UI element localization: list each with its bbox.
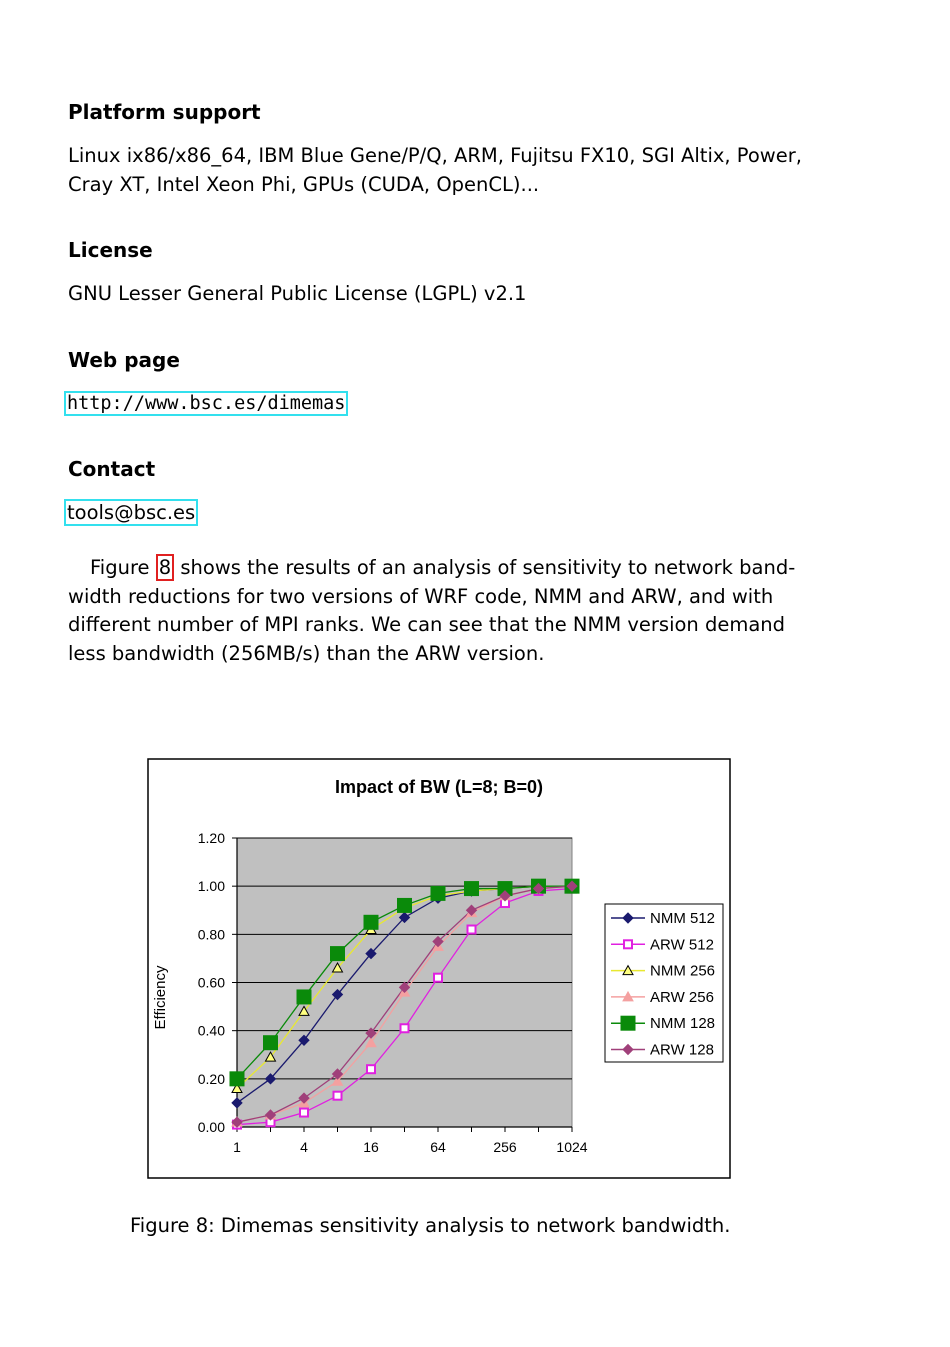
data-point: [431, 886, 445, 900]
legend-label: NMM 128: [650, 1015, 716, 1033]
data-point: [468, 926, 476, 934]
paragraph-line-2: width reductions for two versions of WRF code, NMM and ARW, and with: [68, 584, 774, 608]
legend-marker: [621, 1016, 635, 1030]
x-tick-label: 1024: [556, 1139, 588, 1155]
data-point: [230, 1072, 244, 1086]
y-tick-label: 1.20: [197, 830, 225, 846]
paragraph-line-4: less bandwidth (256MB/s) than the ARW version.: [68, 641, 545, 665]
webpage-link[interactable]: http://www.bsc.es/dimemas: [64, 391, 348, 416]
y-tick-label: 0.40: [197, 1022, 225, 1039]
paragraph-text: Figure: [90, 556, 156, 579]
paragraph-line-3: different number of MPI ranks. We can see that the NMM version demand: [68, 613, 786, 636]
y-tick-label: 0.80: [197, 926, 225, 943]
data-point: [264, 1036, 278, 1050]
contact-email-link[interactable]: tools@bsc.es: [64, 499, 198, 526]
y-tick-label: 0.00: [197, 1119, 225, 1135]
x-tick-label: 16: [363, 1139, 379, 1155]
legend-box: [605, 904, 723, 1062]
section-heading-license: License: [68, 238, 153, 262]
paragraph-text: shows the results of an analysis of sensitivity to network band-: [174, 556, 796, 579]
data-point: [465, 882, 479, 896]
data-point: [434, 974, 442, 982]
x-tick-label: 64: [430, 1139, 446, 1155]
data-point: [398, 898, 412, 912]
body-paragraph: [68, 554, 828, 668]
legend-label: ARW 512: [650, 936, 714, 954]
data-point: [331, 947, 345, 961]
platform-line-1: Linux ix86/x86_64, IBM Blue Gene/P/Q, ARM, Fujitsu FX10, SGI Altix, Power,: [68, 144, 802, 167]
x-tick-label: 1: [233, 1139, 241, 1155]
figure-reference-link[interactable]: 8: [156, 554, 174, 581]
platform-text: [68, 142, 802, 199]
license-text: GNU Lesser General Public License (LGPL) v2.1: [68, 282, 527, 305]
data-point: [401, 1024, 409, 1032]
efficiency-chart: [147, 758, 732, 1180]
paragraph-line-1: [68, 554, 828, 583]
legend-label: ARW 256: [650, 988, 714, 1006]
y-tick-label: 1.00: [197, 878, 225, 895]
chart-title: Impact of BW (L=8; B=0): [334, 777, 544, 797]
data-point: [364, 915, 378, 929]
section-heading-webpage: Web page: [68, 348, 180, 372]
webpage-link-wrap: [64, 389, 348, 419]
legend-label: NMM 512: [650, 910, 716, 927]
x-tick-label: 256: [493, 1139, 517, 1155]
y-tick-label: 0.60: [197, 974, 225, 991]
figure-caption: Figure 8: Dimemas sensitivity analysis to network bandwidth.: [130, 1214, 731, 1237]
section-heading-contact: Contact: [68, 457, 156, 481]
legend-label: NMM 256: [650, 962, 716, 980]
data-point: [300, 1109, 308, 1117]
platform-line-2: Cray XT, Intel Xeon Phi, GPUs (CUDA, OpenCL)...: [68, 172, 540, 196]
y-tick-label: 0.20: [197, 1070, 225, 1087]
legend-label: ARW 128: [650, 1041, 714, 1059]
legend-marker: [624, 940, 632, 948]
y-axis-label: Efficiency: [152, 965, 169, 1030]
section-heading-platform: Platform support: [68, 100, 261, 124]
contact-link-wrap: [64, 499, 198, 528]
x-tick-label: 4: [300, 1139, 308, 1155]
data-point: [367, 1065, 375, 1073]
data-point: [334, 1092, 342, 1100]
data-point: [297, 990, 311, 1004]
